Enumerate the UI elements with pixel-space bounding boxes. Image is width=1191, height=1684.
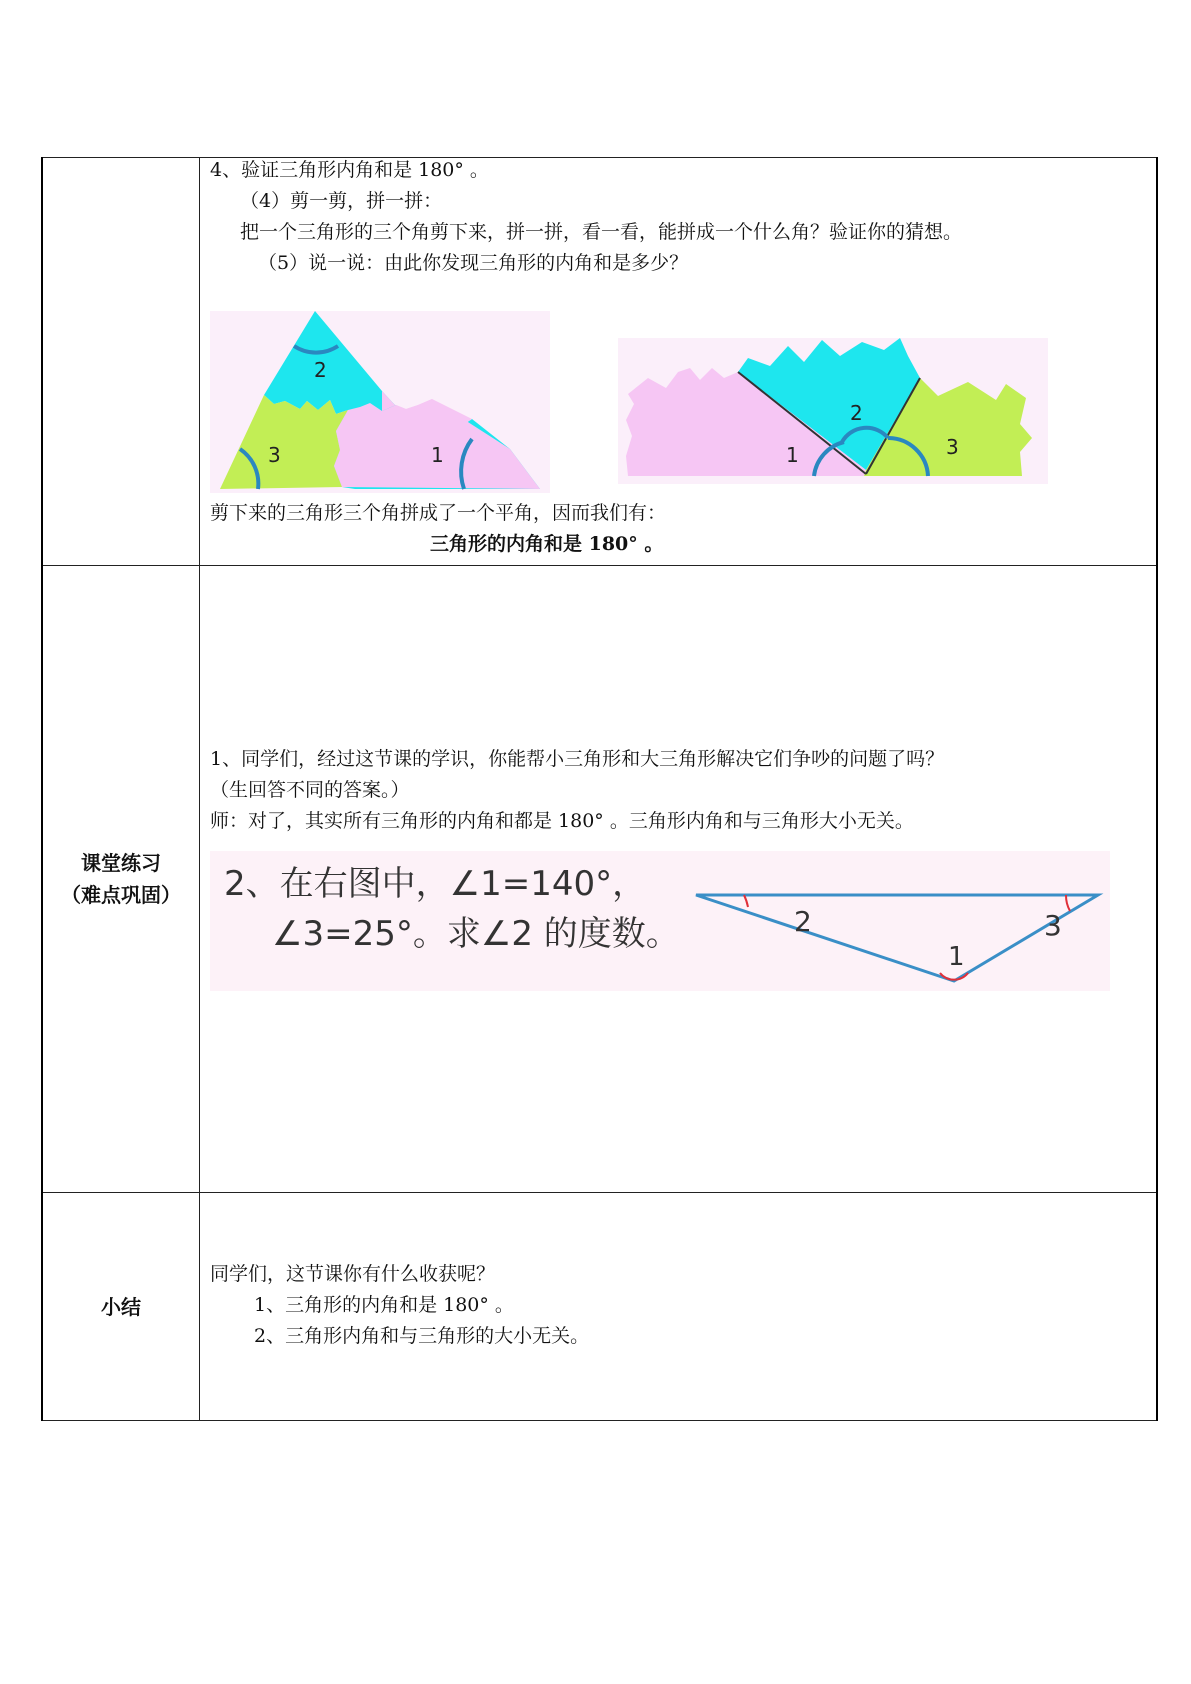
summary-intro: 同学们，这节课你有什么收获呢？ [210,1263,496,1285]
question-2-line1: 2、在右图中，∠1=140°， [224,864,647,904]
practice-label: 课堂练习 [81,851,161,875]
verify-title: 4、验证三角形内角和是 180° 。 [210,159,489,181]
q2-label-1: 1 [948,942,965,972]
label-1: 1 [786,443,799,467]
practice-label-cell [42,566,200,1193]
assembled-angles-figure [618,338,1048,484]
label-3: 3 [268,443,281,467]
summary-point-2: 2、三角形内角和与三角形的大小无关。 [254,1325,590,1347]
question-2-line2: ∠3=25°。求∠2 的度数。 [272,914,680,954]
torn-triangle-figure [210,311,550,493]
teacher-answer: 师：对了，其实所有三角形的内角和都是 180° 。三角形内角和与三角形大小无关。 [210,810,914,832]
question-1-note: （生回答不同的答案。） [210,779,410,801]
step-4: （4）剪一剪，拼一拼： [240,190,443,212]
instruction-text: 把一个三角形的三个角剪下来，拼一拼，看一看，能拼成一个什么角？验证你的猜想。 [240,221,963,243]
verify-cell [200,158,1158,566]
label-1: 1 [431,443,444,467]
summary-label: 小结 [101,1294,141,1319]
row-label-empty [42,158,200,566]
conclusion-intro: 剪下来的三角形三个角拼成了一个平角，因而我们有： [210,502,667,524]
lesson-table [41,157,1158,1421]
question-2-figure [210,851,1110,991]
label-2: 2 [314,358,327,382]
question-1: 1、同学们，经过这节课的学识，你能帮小三角形和大三角形解决它们争吵的问题了吗？ [210,748,945,770]
q2-label-2: 2 [794,905,812,938]
summary-cell [200,1193,1158,1421]
practice-cell [200,566,1158,1193]
summary-label-cell [42,1193,200,1421]
label-2: 2 [850,401,863,425]
summary-point-1: 1、三角形的内角和是 180° 。 [254,1294,514,1316]
label-3: 3 [946,435,959,459]
practice-sublabel: （难点巩固） [61,883,181,907]
step-5: （5）说一说：由此你发现三角形的内角和是多少？ [258,252,689,274]
q2-label-3: 3 [1044,909,1062,942]
conclusion-text: 三角形的内角和是 180° 。 [430,533,664,555]
